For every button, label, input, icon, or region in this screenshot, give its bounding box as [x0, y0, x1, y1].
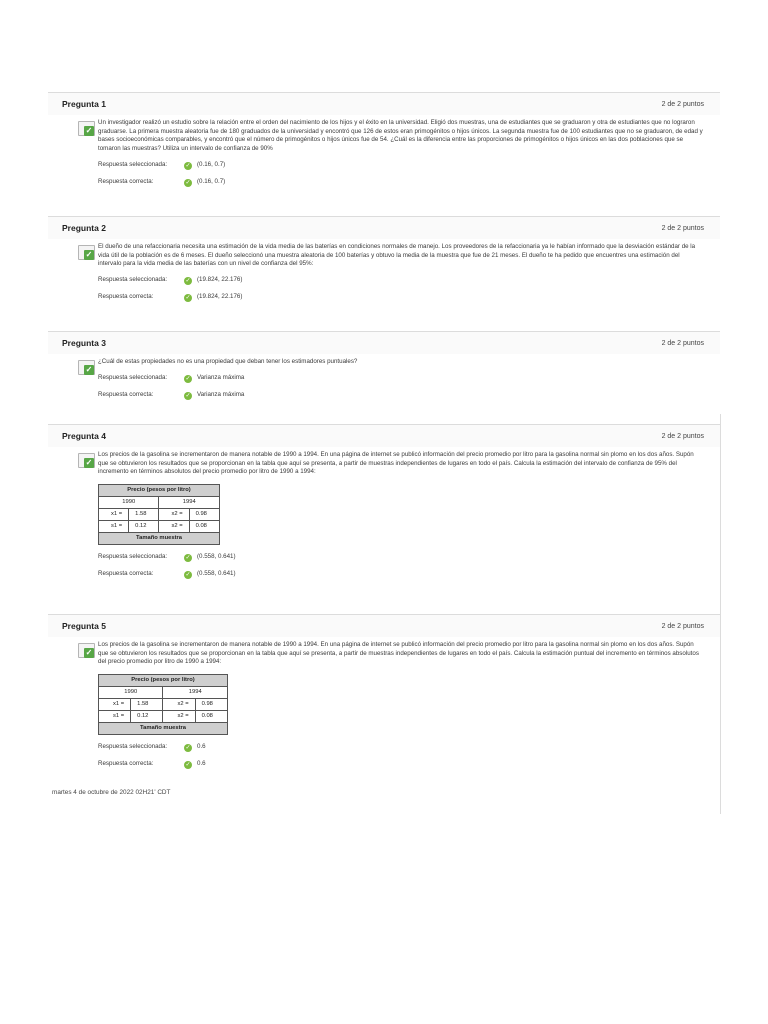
correct-answer-label: Respuesta correcta: — [98, 760, 154, 768]
table-cell: x2 = — [163, 698, 195, 710]
table-year-1990: 1990 — [99, 686, 163, 698]
table-year-1990: 1990 — [99, 496, 159, 508]
question-body — [48, 637, 720, 770]
table-cell: 0.08 — [195, 710, 227, 722]
question-1 — [48, 92, 720, 208]
correct-check-icon: ✓ — [185, 376, 191, 383]
table-cell: 1.58 — [129, 508, 159, 520]
question-4 — [48, 424, 720, 605]
selected-answer-row — [98, 741, 704, 753]
correct-answer-row — [98, 175, 704, 187]
correct-answer-row — [98, 568, 704, 580]
correct-answer-row — [98, 291, 704, 303]
question-title: Pregunta 1 — [62, 99, 106, 109]
question-3 — [48, 331, 720, 412]
correct-check-icon: ✓ — [185, 179, 191, 186]
timestamp-footer: martes 4 de octubre de 2022 02H21' CDT — [52, 789, 171, 796]
table-cell: s1 = — [99, 710, 131, 722]
question-title: Pregunta 5 — [62, 621, 106, 631]
table-cell: x1 = — [99, 698, 131, 710]
document-check-icon: ✓ — [78, 453, 94, 467]
question-text: Los precios de la gasolina se incrementaron de manera notable de 1990 a 1994. En una página de internet se publicó información del precio promedio por litro para la gasolina normal sin plomo en los dos años. Supón que se obtuvieron los resultados que se proporcionan en la tabla que aquí se presenta, a partir de muestras independientes de lugares en todo el país. Calcula la estimación del intervalo de confianza de 95% del incremento en términos absolutos del precio promedio por litro de 1990 a 1994: — [98, 451, 694, 476]
selected-answer-label: Respuesta seleccionada: — [98, 276, 168, 284]
selected-answer-value: (0.558, 0.641) — [197, 553, 236, 561]
correct-answer-value: (0.558, 0.641) — [197, 570, 236, 578]
question-text: ¿Cuál de estas propiedades no es una propiedad que deban tener los estimadores puntuales? — [98, 358, 358, 365]
question-points: 2 de 2 puntos — [661, 432, 704, 440]
table-cell: x1 = — [99, 508, 129, 520]
question-title: Pregunta 3 — [62, 338, 106, 348]
document-check-icon: ✓ — [78, 360, 94, 374]
question-5 — [48, 614, 720, 787]
correct-check-icon: ✓ — [185, 278, 191, 285]
question-header — [48, 217, 720, 239]
table-cell: 0.12 — [129, 520, 159, 532]
selected-answer-label: Respuesta seleccionada: — [98, 553, 168, 561]
question-body — [48, 447, 720, 580]
selected-answer-value: Varianza máxima — [197, 374, 245, 382]
table-footer: Tamaño muestra — [99, 532, 220, 544]
table-year-1994: 1994 — [159, 496, 220, 508]
question-points: 2 de 2 puntos — [661, 224, 704, 232]
question-points: 2 de 2 puntos — [661, 100, 704, 108]
question-text: Un investigador realizó un estudio sobre la relación entre el orden del nacimiento de los hijos y el éxito en la universidad. Eligió dos muestras, una de estudiantes que se graduaron y otra de estudiantes que no lograron graduarse. La primera muestra aleatoria fue de 180 graduados de la universidad y encontró que 126 de estos eran primogénitos o hijos únicos. La segunda muestra fue de 100 estudiantes que no se graduaron, de edad y bases socioeconómicas comparables, y encontró que el número de primogénitos o hijos únicos fue de 54. ¿Cuál es la diferencia entre las proporciones de primogénitos o hijos únicos en las dos poblaciones que se tomaron las muestras? Utiliza un intervalo de confianza de 90% — [98, 119, 703, 152]
correct-answer-label: Respuesta correcta: — [98, 177, 154, 185]
correct-check-icon: ✓ — [185, 162, 191, 169]
table-cell: 0.12 — [131, 710, 163, 722]
selected-answer-row — [98, 551, 704, 563]
document-check-icon: ✓ — [78, 245, 94, 259]
table-cell: s2 = — [159, 520, 189, 532]
question-header — [48, 332, 720, 354]
price-table — [98, 484, 220, 545]
price-table — [98, 674, 228, 735]
question-text: El dueño de una refaccionaria necesita una estimación de la vida media de las baterías en condiciones normales de manejo. Los proveedores de la refaccionaria ya le habían informado que la desviación estándar de la vida útil de la población es de 6 meses. El dueño seleccionó una muestra aleatoria de 100 baterías y obtuvo la media de la muestra que fue de 21 meses. El dueño te ha pedido que encuentres una estimación del intervalo para la vida media de las baterías con un nivel de confianza del 95%: — [98, 243, 696, 268]
table-header: Precio (pesos por litro) — [99, 674, 228, 686]
correct-answer-label: Respuesta correcta: — [98, 391, 154, 399]
table-cell: 0.98 — [195, 698, 227, 710]
question-header — [48, 93, 720, 115]
question-header — [48, 615, 720, 637]
selected-answer-label: Respuesta seleccionada: — [98, 743, 168, 751]
selected-answer-label: Respuesta seleccionada: — [98, 160, 168, 168]
table-cell: s2 = — [163, 710, 195, 722]
correct-answer-row — [98, 758, 704, 770]
correct-check-icon: ✓ — [185, 393, 191, 400]
question-title: Pregunta 4 — [62, 431, 106, 441]
table-header: Precio (pesos por litro) — [99, 484, 220, 496]
correct-check-icon: ✓ — [185, 555, 191, 562]
question-2 — [48, 216, 720, 323]
correct-check-icon: ✓ — [185, 745, 191, 752]
table-footer: Tamaño muestra — [99, 722, 228, 734]
question-text: Los precios de la gasolina se incrementaron de manera notable de 1990 a 1994. En una página de internet se publicó información del precio promedio por litro para la gasolina normal sin plomo en los dos años. Supón que se obtuvieron los resultados que se proporcionan en la tabla que aquí se presenta, a partir de muestras independientes de lugares en todo el país. Calcula la estimación puntual del incremento en términos absolutos del precio promedio por litro de 1990 a 1994: — [98, 641, 699, 666]
selected-answer-label: Respuesta seleccionada: — [98, 374, 168, 382]
table-cell: s1 = — [99, 520, 129, 532]
question-points: 2 de 2 puntos — [661, 622, 704, 630]
correct-check-icon: ✓ — [185, 572, 191, 579]
question-header — [48, 425, 720, 447]
table-cell: 1.58 — [131, 698, 163, 710]
question-body — [48, 354, 720, 401]
correct-answer-value: (0.16, 0.7) — [197, 177, 226, 185]
correct-answer-value: Varianza máxima — [197, 391, 245, 399]
question-body — [48, 115, 720, 187]
question-points: 2 de 2 puntos — [661, 339, 704, 347]
selected-answer-value: (0.16, 0.7) — [197, 160, 226, 168]
table-cell: 0.98 — [189, 508, 219, 520]
correct-answer-label: Respuesta correcta: — [98, 570, 154, 578]
selected-answer-value: (19.824, 22.176) — [197, 276, 243, 284]
table-cell: 0.08 — [189, 520, 219, 532]
correct-check-icon: ✓ — [185, 295, 191, 302]
table-year-1994: 1994 — [163, 686, 228, 698]
document-check-icon: ✓ — [78, 643, 94, 657]
table-cell: x2 = — [159, 508, 189, 520]
selected-answer-row — [98, 274, 704, 286]
selected-answer-value: 0.6 — [197, 743, 206, 751]
correct-answer-value: 0.6 — [197, 760, 206, 768]
question-title: Pregunta 2 — [62, 223, 106, 233]
content-border — [720, 414, 721, 814]
selected-answer-row — [98, 372, 704, 384]
correct-answer-row — [98, 389, 704, 401]
correct-answer-value: (19.824, 22.176) — [197, 293, 243, 301]
correct-check-icon: ✓ — [185, 762, 191, 769]
correct-answer-label: Respuesta correcta: — [98, 293, 154, 301]
document-check-icon: ✓ — [78, 121, 94, 135]
question-body — [48, 239, 720, 303]
selected-answer-row — [98, 158, 704, 170]
